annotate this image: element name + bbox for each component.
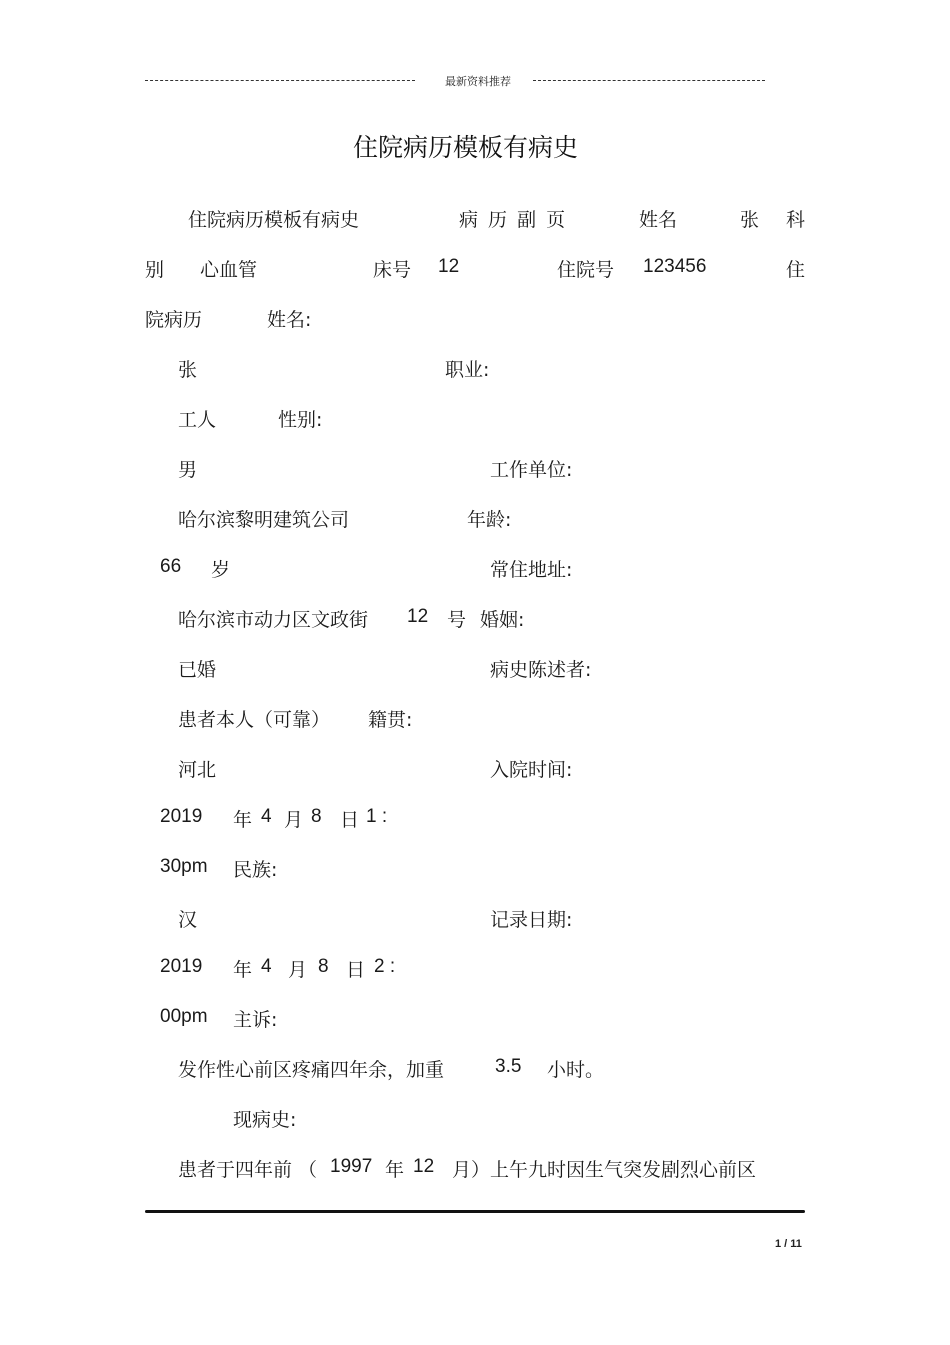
line2-adm-value: 123456 — [643, 256, 707, 277]
admit-month: 4 — [261, 806, 272, 827]
employer-label: 工作单位: — [490, 459, 573, 481]
admit-hour: 1 : — [366, 806, 388, 827]
line1-name-label: 姓名 — [639, 209, 678, 231]
header-label: 最新资料推荐 — [445, 75, 511, 88]
admit-year: 2019 — [160, 806, 203, 827]
address-number: 12 — [407, 606, 429, 627]
admit-minute: 30pm — [160, 856, 208, 877]
record-nian: 年 — [233, 959, 253, 981]
line3-name-label: 姓名: — [267, 309, 312, 331]
line2-dept: 心血管 — [200, 259, 258, 281]
complaint-duration: 3.5 — [495, 1056, 522, 1077]
record-ri: 日 — [346, 959, 366, 981]
complaint-label: 主诉: — [233, 1009, 278, 1031]
line1-name-value: 张 — [740, 209, 760, 231]
header-dashed-rule-left — [145, 80, 415, 81]
hpi-month: 12 — [413, 1156, 435, 1177]
record-year: 2019 — [160, 956, 203, 977]
line3-record: 院病历 — [145, 309, 203, 331]
hpi-text-start: 患者于四年前 （ — [178, 1159, 318, 1181]
occupation-value: 工人 — [178, 409, 217, 431]
employer-value: 哈尔滨黎明建筑公司 — [178, 509, 350, 531]
occupation-label: 职业: — [445, 359, 490, 381]
narrator-label: 病史陈述者: — [490, 659, 592, 681]
hpi-text-rest: 月）上午九时因生气突发剧烈心前区 — [452, 1159, 757, 1181]
sex-label: 性别: — [278, 409, 323, 431]
origin-value: 河北 — [178, 759, 217, 781]
record-minute: 00pm — [160, 1006, 208, 1027]
address-street: 哈尔滨市动力区文政街 — [178, 609, 369, 631]
record-date-label: 记录日期: — [490, 909, 573, 931]
age-label: 年龄: — [467, 509, 512, 531]
admit-time-label: 入院时间: — [490, 759, 573, 781]
narrator-value: 患者本人（可靠） — [178, 709, 331, 731]
record-day: 8 — [318, 956, 329, 977]
line1-fuye: 病 历 副 页 — [459, 209, 568, 231]
ethnic-value: 汉 — [178, 909, 198, 931]
hpi-nian: 年 — [385, 1159, 405, 1181]
record-yue: 月 — [288, 959, 308, 981]
admit-nian: 年 — [233, 809, 253, 831]
page-number: 1 / 11 — [775, 1238, 802, 1250]
age-unit: 岁 — [211, 559, 231, 581]
address-label: 常住地址: — [490, 559, 573, 581]
hpi-label: 现病史: — [233, 1109, 297, 1131]
line2-adm-label: 住院号 — [557, 259, 615, 281]
origin-label: 籍贯: — [368, 709, 413, 731]
record-month: 4 — [261, 956, 272, 977]
marriage-label: 婚姻: — [480, 609, 525, 631]
sex-value: 男 — [178, 459, 198, 481]
record-hour: 2 : — [374, 956, 396, 977]
complaint-text: 发作性心前区疼痛四年余，加重 — [178, 1059, 445, 1081]
address-unit: 号 — [447, 609, 467, 631]
marriage-value: 已婚 — [178, 659, 217, 681]
line1-title: 住院病历模板有病史 — [188, 209, 360, 231]
line2-bed-label: 床号 — [373, 259, 412, 281]
line2-zhu: 住 — [786, 259, 806, 281]
age-number: 66 — [160, 556, 182, 577]
document-title: 住院病历模板有病史 — [353, 133, 579, 162]
header-dashed-rule-right — [533, 80, 765, 81]
complaint-unit: 小时。 — [547, 1059, 605, 1081]
footer-rule — [145, 1210, 805, 1213]
line1-ke: 科 — [786, 209, 806, 231]
admit-yue: 月 — [284, 809, 304, 831]
admit-ri: 日 — [340, 809, 360, 831]
line2-bie: 别 — [145, 259, 165, 281]
hpi-year: 1997 — [330, 1156, 373, 1177]
admit-day: 8 — [311, 806, 322, 827]
name-value: 张 — [178, 359, 198, 381]
line2-bed-value: 12 — [438, 256, 460, 277]
ethnic-label: 民族: — [233, 859, 278, 881]
